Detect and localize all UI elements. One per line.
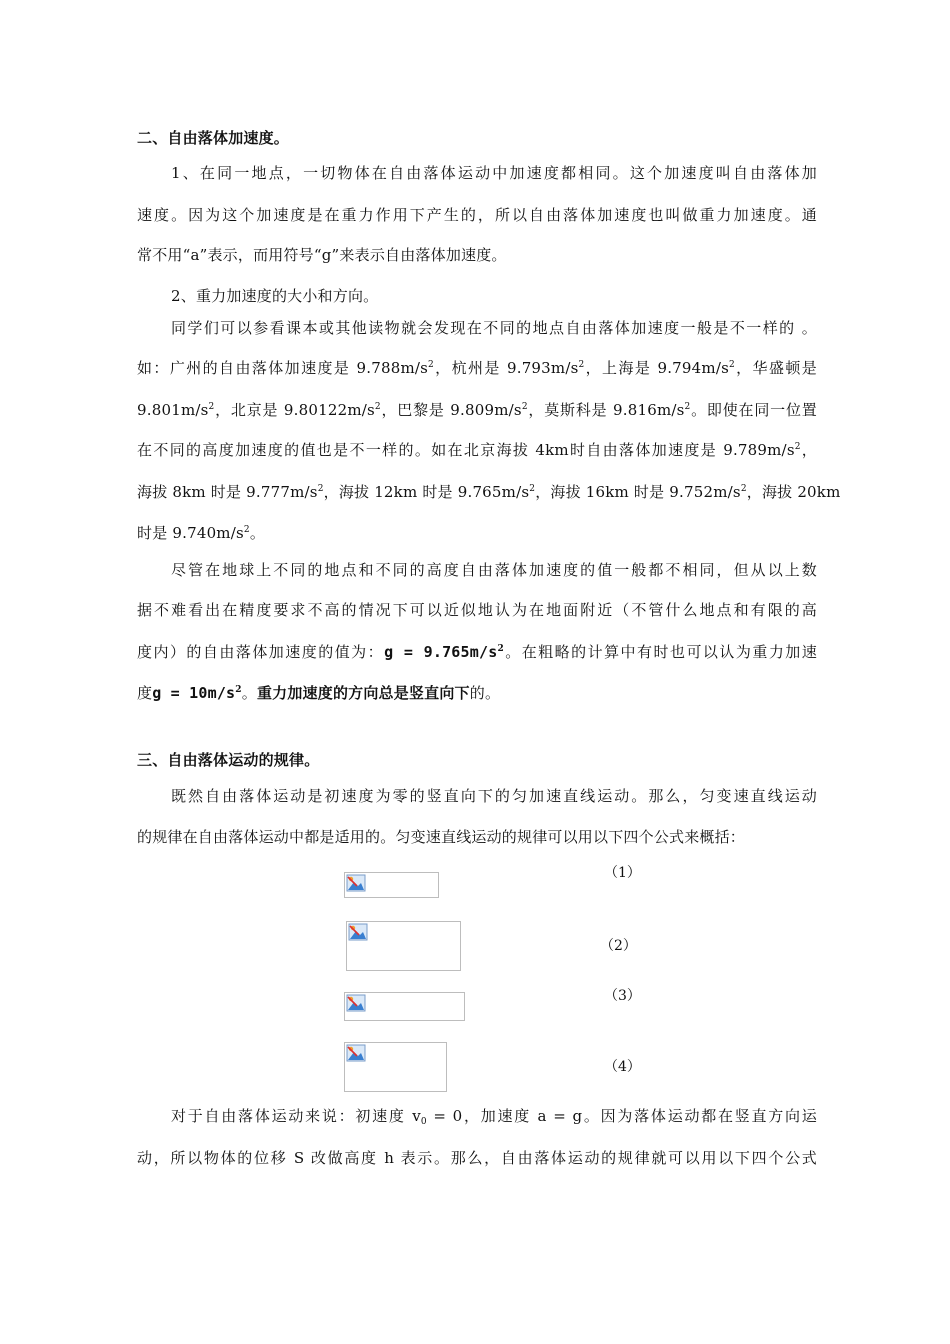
paragraph-4-line-4 <box>137 683 817 703</box>
superscript: 2 <box>428 360 434 370</box>
equation-number-2: （2） <box>600 938 637 954</box>
text-run: 。 <box>241 684 257 702</box>
superscript: 2 <box>317 484 324 494</box>
direction-statement-bold: 重力加速度的方向总是竖直向下 <box>256 684 470 702</box>
text-run: 度 <box>137 684 153 702</box>
paragraph-3-line-2 <box>137 358 817 378</box>
paragraph-1-line-2: 速度。因为这个加速度是在重力作用下产生的，所以自由落体加速度也叫做重力加速度。通 <box>137 206 817 224</box>
text-run: ，海拔 12km 时是 9.765m/s <box>323 483 530 501</box>
superscript: 2 <box>578 360 585 370</box>
formula-image-1 <box>344 872 439 898</box>
paragraph-4-line-1: 尽管在地球上不同的地点和不同的高度自由落体加速度的值一般都不相同，但从以上数 <box>171 561 817 579</box>
paragraph-1-line-1: 1、在同一地点，一切物体在自由落体运动中加速度都相同。这个加速度叫自由落体加 <box>171 164 817 182</box>
superscript: 2 <box>497 644 504 654</box>
g-value-bold: g = 9.765m/s <box>384 643 498 661</box>
g-rough-value-bold: g = 10m/s <box>152 684 236 702</box>
paragraph-3-line-6 <box>137 523 817 543</box>
superscript: 2 <box>529 484 536 494</box>
section-3-heading: 三、自由落体运动的规律。 <box>137 751 320 769</box>
equation-number-4: （4） <box>604 1059 641 1075</box>
paragraph-3-line-1: 同学们可以参看课本或其他读物就会发现在不同的地点自由落体加速度一般是不一样的 。 <box>171 319 817 337</box>
subscript: 0 <box>420 1117 427 1127</box>
paragraph-1-line-3: 常不用“a”表示，而用符号“g”来表示自由落体加速度。 <box>137 246 507 264</box>
text-run: 度内）的自由落体加速度的值为： <box>137 643 385 661</box>
text-run: ，华盛顿是 <box>734 359 817 377</box>
text-run: 的。 <box>469 684 501 702</box>
paragraph-3-line-3 <box>137 400 817 420</box>
text-run: 如：广州的自由落体加速度是 9.788m/s <box>137 359 429 377</box>
broken-image-icon <box>346 874 366 892</box>
superscript: 2 <box>740 484 747 494</box>
text-run: ，巴黎是 9.809m/s <box>380 401 522 419</box>
text-run: 9.801m/s <box>137 401 209 419</box>
text-run: 。即使在同一位置 <box>690 401 817 419</box>
text-run: ，北京是 9.80122m/s <box>214 401 375 419</box>
paragraph-4-line-3 <box>137 642 817 662</box>
text-run: 。 <box>249 524 266 542</box>
paragraph-3-line-5 <box>137 482 841 502</box>
superscript: 2 <box>521 402 528 412</box>
text-run: 时是 9.740m/s <box>137 524 244 542</box>
formula-image-2 <box>346 921 461 971</box>
superscript: 2 <box>684 402 691 412</box>
broken-image-icon <box>348 923 368 941</box>
formula-image-3 <box>344 992 465 1021</box>
text-run: 对于自由落体运动来说：初速度 v <box>171 1107 421 1125</box>
paragraph-3-line-4 <box>137 440 817 460</box>
broken-image-icon <box>346 1044 366 1062</box>
text-run: ，杭州是 9.793m/s <box>433 359 579 377</box>
superscript: 2 <box>208 402 215 412</box>
formula-image-4 <box>344 1042 447 1092</box>
superscript: 2 <box>235 685 242 695</box>
text-run: ，海拔 20km <box>746 483 841 501</box>
text-run: ，上海是 9.794m/s <box>584 359 729 377</box>
equation-number-3: （3） <box>604 988 641 1004</box>
text-run: ，海拔 16km 时是 9.752m/s <box>535 483 741 501</box>
section-2-heading: 二、自由落体加速度。 <box>137 129 290 147</box>
text-run: 海拔 8km 时是 9.777m/s <box>137 483 318 501</box>
text-run: 。在粗略的计算中有时也可以认为重力加速 <box>503 643 817 661</box>
section-3-paragraph-2-line-2: 动，所以物体的位移 S 改做高度 h 表示。那么，自由落体运动的规律就可以用以下四个公式 <box>137 1149 817 1167</box>
superscript: 2 <box>243 525 250 535</box>
section-3-paragraph-1-line-2: 的规律在自由落体运动中都是适用的。匀变速直线运动的规律可以用以下四个公式来概括： <box>137 828 746 846</box>
paragraph-4-line-2: 据不难看出在精度要求不高的情况下可以近似地认为在地面附近（不管什么地点和有限的高 <box>137 601 817 619</box>
equation-number-1: （1） <box>604 865 641 881</box>
broken-image-icon <box>346 994 366 1012</box>
section-3-paragraph-1-line-1: 既然自由落体运动是初速度为零的竖直向下的匀加速直线运动。那么，匀变速直线运动 <box>171 787 817 805</box>
text-run: = 0，加速度 a = g。因为落体运动都在竖直方向运 <box>426 1107 817 1125</box>
paragraph-2: 2、重力加速度的大小和方向。 <box>171 287 379 305</box>
text-run: ， <box>800 441 818 459</box>
superscript: 2 <box>374 402 381 412</box>
superscript: 2 <box>728 360 735 370</box>
section-3-paragraph-2-line-1 <box>171 1106 817 1126</box>
text-run: 在不同的高度加速度的值也是不一样的。如在北京海拔 4km时自由落体加速度是 9.789m/s <box>137 441 795 459</box>
superscript: 2 <box>794 442 801 452</box>
text-run: ，莫斯科是 9.816m/s <box>527 401 685 419</box>
